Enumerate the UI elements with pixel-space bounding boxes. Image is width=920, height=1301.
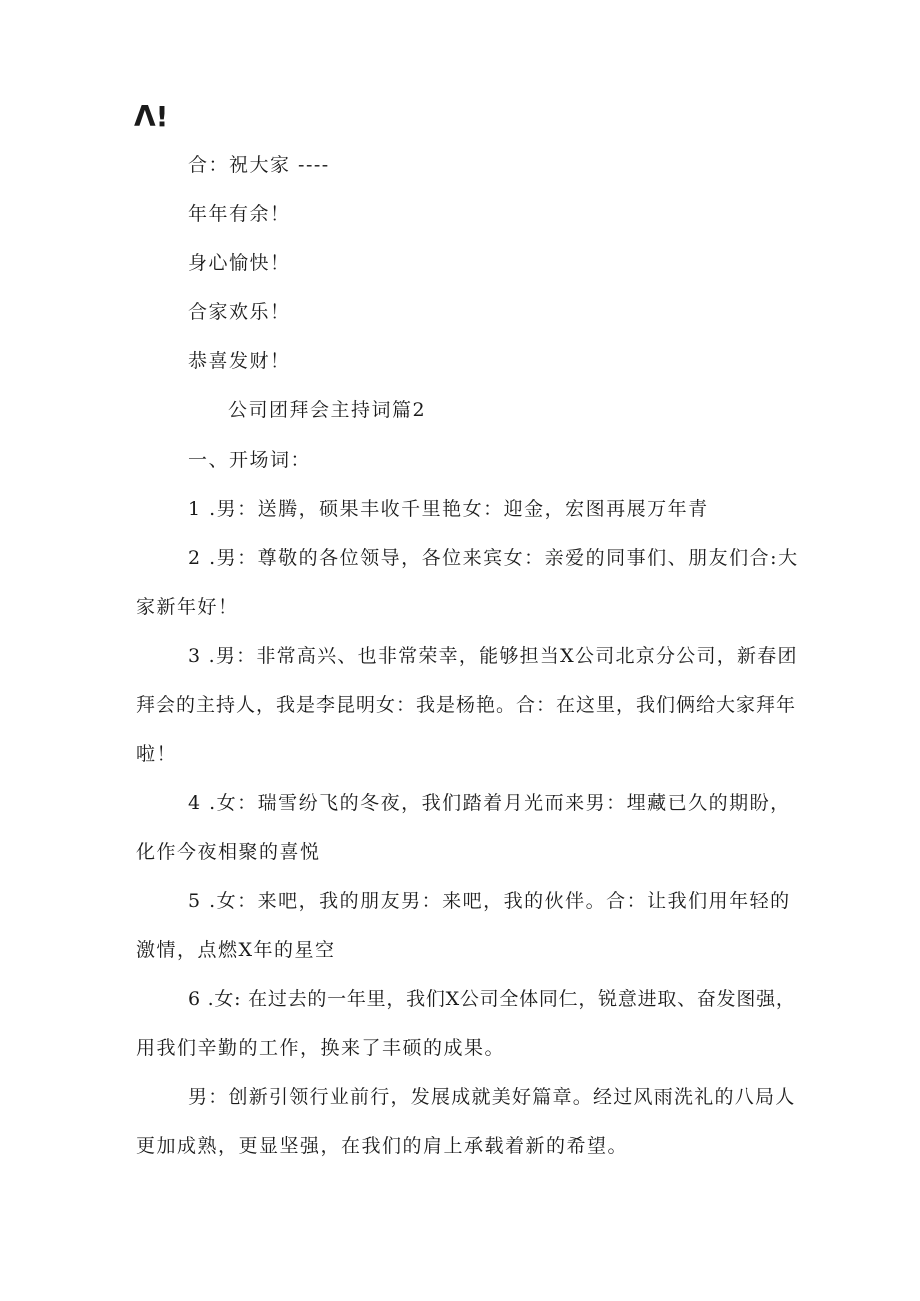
wish-line: 身心愉快！ bbox=[188, 252, 291, 274]
paragraph-line: 男：创新引领行业前行，发展成就美好篇章。经过风雨洗礼的八局人 bbox=[188, 1086, 796, 1108]
closing-intro: 合：祝大家 ---- bbox=[188, 154, 330, 176]
wish-line: 合家欢乐！ bbox=[188, 301, 291, 323]
paragraph-line: 更加成熟，更显坚强，在我们的肩上承载着新的希望。 bbox=[136, 1135, 629, 1157]
paragraph-line: 化作今夜相聚的喜悦 bbox=[136, 841, 321, 863]
paragraph-line: 6 .女: 在过去的一年里，我们X公司全体同仁，锐意进取、奋发图强， bbox=[188, 988, 796, 1010]
paragraph-line: 啦！ bbox=[136, 743, 178, 765]
wish-line: 恭喜发财！ bbox=[188, 350, 291, 372]
paragraph-line: 激情，点燃X年的星空 bbox=[136, 939, 336, 961]
paragraph-line: 4 .女：瑞雪纷飞的冬夜，我们踏着月光而来男：埋藏已久的期盼， bbox=[188, 792, 791, 814]
paragraph-line: 用我们辛勤的工作，换来了丰硕的成果。 bbox=[136, 1037, 506, 1059]
paragraph-line: 5 .女：来吧，我的朋友男：来吧，我的伙伴。合：让我们用年轻的 bbox=[188, 890, 791, 912]
subheading: 一、开场词： bbox=[188, 449, 312, 471]
wish-line: 年年有余！ bbox=[188, 203, 291, 225]
paragraph-line: 拜会的主持人，我是李昆明女：我是杨艳。合：在这里，我们俩给大家拜年 bbox=[136, 694, 797, 716]
paragraph-line: 1 .男：送腾，硕果丰收千里艳女：迎金，宏图再展万年青 bbox=[188, 498, 709, 520]
section-title: 公司团拜会主持词篇2 bbox=[228, 399, 427, 421]
paragraph-line: 2 .男：尊敬的各位领导，各位来宾女：亲爱的同事们、朋友们合:大 bbox=[188, 547, 799, 569]
paragraph-line: 家新年好！ bbox=[136, 596, 239, 618]
top-mark: Λ! bbox=[134, 100, 169, 133]
paragraph-line: 3 .男：非常高兴、也非常荣幸，能够担当X公司北京分公司，新春团 bbox=[188, 645, 798, 667]
